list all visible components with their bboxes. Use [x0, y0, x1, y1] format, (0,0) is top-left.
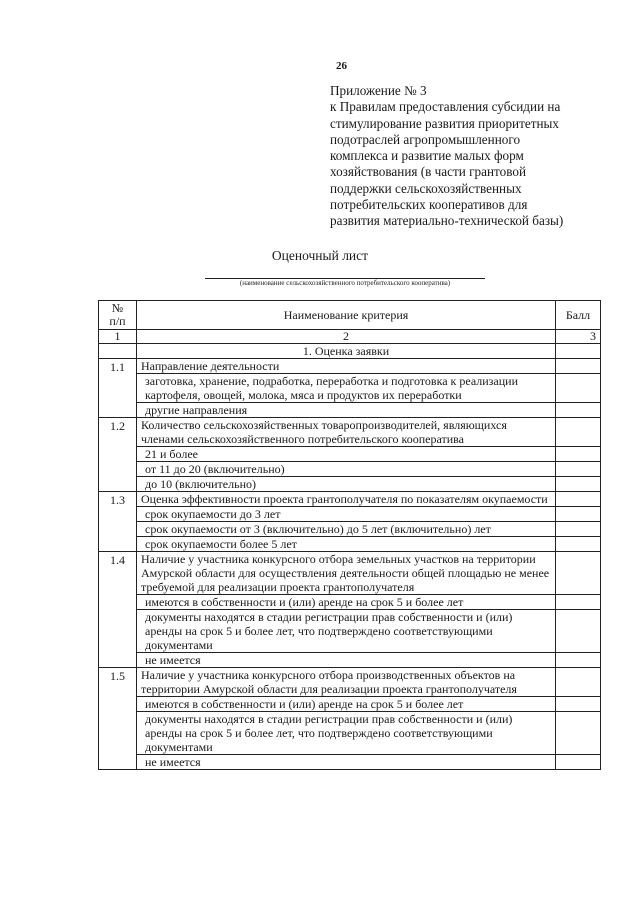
score-cell[interactable] — [556, 492, 601, 507]
index-criterion: 2 — [137, 330, 556, 344]
criterion-number: 1.4 — [99, 552, 137, 668]
score-cell[interactable] — [556, 537, 601, 552]
appendix-line: Приложение № 3 — [330, 83, 427, 98]
score-cell[interactable] — [556, 403, 601, 418]
criterion-option: имеются в собственности и (или) аренде на срок 5 и более лет — [137, 697, 556, 712]
option-row — [99, 403, 601, 418]
index-score: 3 — [556, 330, 601, 344]
criterion-title: Наличие у участника конкурсного отбора производственных объектов на территории Амурской области для реализации проекта грантополучателя — [137, 668, 556, 697]
section-row — [99, 344, 601, 359]
score-cell[interactable] — [556, 697, 601, 712]
criterion-option: документы находятся в стадии регистрации прав собственности и (или) аренды на срок 5 и более лет, что подтверждено соответствующими документами — [137, 712, 556, 755]
appendix-line: комплекса и развитие малых форм — [330, 148, 524, 164]
criterion-option: срок окупаемости от 3 (включительно) до 5 лет (включительно) лет — [137, 522, 556, 537]
appendix-line: развития материально-технической базы) — [330, 213, 564, 229]
score-cell[interactable] — [556, 610, 601, 653]
criterion-row — [99, 492, 601, 507]
criterion-option: заготовка, хранение, подработка, переработка и подготовка к реализации картофеля, овощей, молока, мяса и продуктов их переработки — [137, 374, 556, 403]
option-row — [99, 537, 601, 552]
section-num-cell — [99, 344, 137, 359]
score-cell[interactable] — [556, 653, 601, 668]
score-cell[interactable] — [556, 462, 601, 477]
criterion-option: имеются в собственности и (или) аренде на срок 5 и более лет — [137, 595, 556, 610]
criterion-option: другие направления — [137, 403, 556, 418]
score-cell[interactable] — [556, 447, 601, 462]
option-row — [99, 477, 601, 492]
option-row — [99, 595, 601, 610]
criterion-number: 1.5 — [99, 668, 137, 770]
appendix-line: стимулирование развития приоритетных — [330, 115, 559, 131]
section-score-cell — [556, 344, 601, 359]
criterion-title: Направление деятельности — [137, 359, 556, 374]
option-row — [99, 507, 601, 522]
appendix-line: потребительских кооперативов для — [330, 197, 528, 213]
criterion-row — [99, 552, 601, 595]
score-cell[interactable] — [556, 668, 601, 697]
criterion-option: до 10 (включительно) — [137, 477, 556, 492]
criterion-option: не имеется — [137, 755, 556, 770]
score-cell[interactable] — [556, 359, 601, 374]
criterion-row — [99, 359, 601, 374]
criterion-option: документы находятся в стадии регистрации прав собственности и (или) аренды на срок 5 и более лет, что подтверждено соответствующими документами — [137, 610, 556, 653]
criterion-option: не имеется — [137, 653, 556, 668]
appendix-line: хозяйствования (в части грантовой — [330, 164, 527, 180]
criterion-number: 1.1 — [99, 359, 137, 418]
score-cell[interactable] — [556, 595, 601, 610]
option-row — [99, 697, 601, 712]
appendix-line: подотраслей агропромышленного — [330, 131, 521, 147]
score-cell[interactable] — [556, 712, 601, 755]
criterion-row — [99, 418, 601, 447]
option-row — [99, 522, 601, 537]
option-row — [99, 653, 601, 668]
option-row — [99, 755, 601, 770]
section-title: 1. Оценка заявки — [137, 344, 556, 359]
score-cell[interactable] — [556, 507, 601, 522]
criterion-title: Количество сельскохозяйственных товаропроизводителей, являющихся членами сельскохозяйственного потребительского кооператива — [137, 418, 556, 447]
option-row — [99, 462, 601, 477]
table-index-row — [99, 330, 601, 344]
table-header-row — [99, 301, 601, 330]
criterion-option: срок окупаемости до 3 лет — [137, 507, 556, 522]
criterion-number: 1.3 — [99, 492, 137, 552]
criterion-option: от 11 до 20 (включительно) — [137, 462, 556, 477]
criterion-number: 1.2 — [99, 418, 137, 492]
header-num: № п/п — [99, 301, 137, 330]
score-cell[interactable] — [556, 374, 601, 403]
criterion-title: Наличие у участника конкурсного отбора земельных участков на территории Амурской области для осуществления деятельности общей площадью не менее требуемой для реализации проекта грантополучателя — [137, 552, 556, 595]
appendix-line: поддержки сельскохозяйственных — [330, 180, 522, 196]
criterion-title: Оценка эффективности проекта грантополучателя по показателям окупаемости — [137, 492, 556, 507]
option-row — [99, 610, 601, 653]
score-cell[interactable] — [556, 477, 601, 492]
score-cell[interactable] — [556, 418, 601, 447]
appendix-heading — [330, 83, 620, 230]
criterion-row — [99, 668, 601, 697]
option-row — [99, 374, 601, 403]
form-title: Оценочный лист — [271, 248, 369, 263]
appendix-line: к Правилам предоставления субсидии на — [330, 99, 561, 115]
score-cell[interactable] — [556, 522, 601, 537]
option-row — [99, 712, 601, 755]
header-score: Балл — [556, 301, 601, 330]
criterion-option: срок окупаемости более 5 лет — [137, 537, 556, 552]
header-criterion: Наименование критерия — [137, 301, 556, 330]
option-row — [99, 447, 601, 462]
index-num: 1 — [99, 330, 137, 344]
evaluation-table — [98, 300, 601, 770]
score-cell[interactable] — [556, 755, 601, 770]
page-number: 26 — [336, 60, 347, 72]
cooperative-name-caption: (наименование сельскохозяйственного потребительского кооператива) — [239, 279, 451, 287]
criterion-option: 21 и более — [137, 447, 556, 462]
score-cell[interactable] — [556, 552, 601, 595]
